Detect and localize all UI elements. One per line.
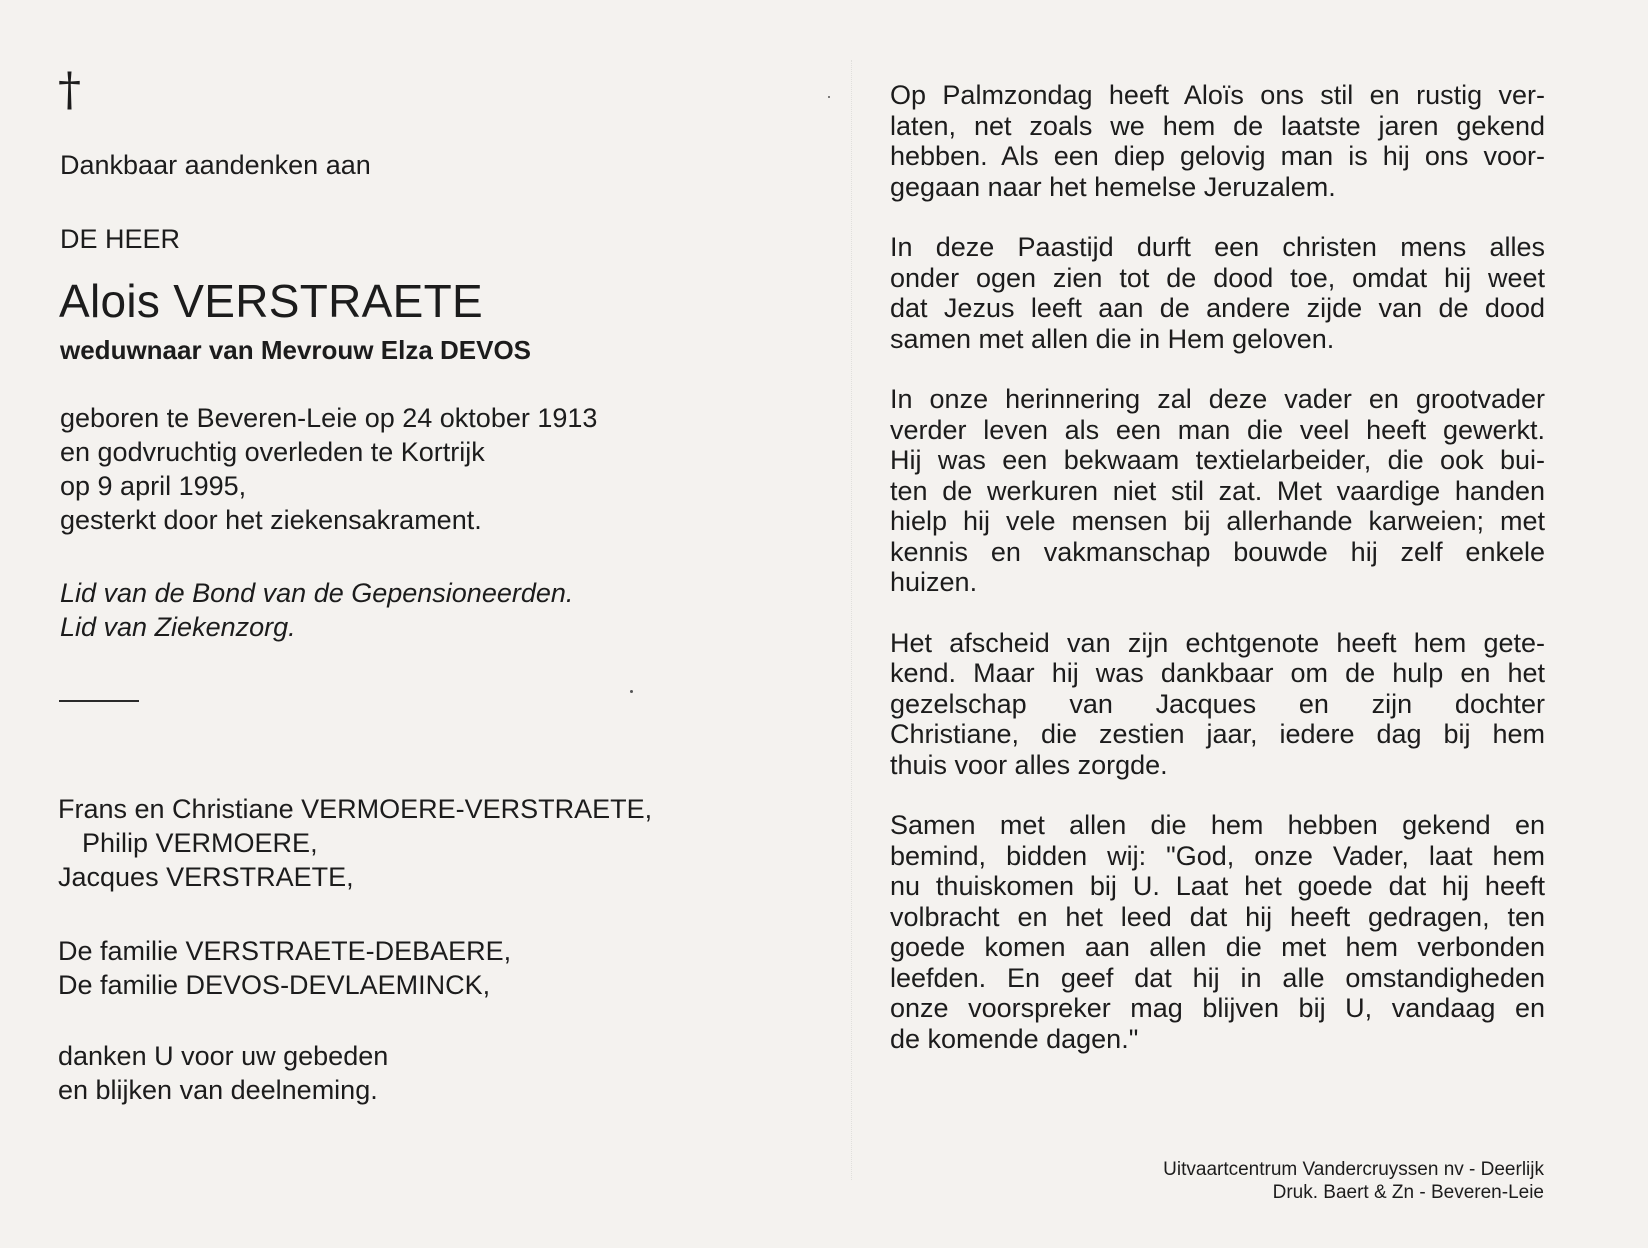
thanks-line: en blijken van deelneming. [58,1075,378,1105]
family-line: Jacques VERSTRAETE, [58,862,354,892]
birth-line: geboren te Beveren-Leie op 24 oktober 1913 [60,403,598,433]
death-date-line: op 9 april 1995, [60,471,247,501]
text-line: onder ogen zien tot de dood toe, omdat hij weet [890,262,1545,293]
tribute-paragraph [890,80,1545,202]
text-line: Hij was een bekwaam textielarbeider, die ook bui- [890,445,1545,475]
widower-line: weduwnaar van Mevrouw Elza DEVOS [60,335,532,365]
text-line: gezelschap van Jacques en zijn dochter [890,688,1545,719]
tribute-paragraph [890,628,1545,781]
text-line: volbracht en het leed dat hij heeft gedragen, ten [890,901,1545,932]
birth-death-info [60,401,597,537]
death-line: en godvruchtig overleden te Kortrijk [60,437,485,467]
funeral-home-credit: Uitvaartcentrum Vandercruyssen nv - Deerlijk [1163,1159,1544,1180]
text-line: huizen. [890,567,978,597]
text-line: gegaan naar het hemelse Jeruzalem. [890,171,1336,202]
deceased-name: Alois VERSTRAETE [59,275,484,327]
intro-text: Dankbaar aandenken aan [60,150,371,180]
family-line: Philip VERMOERE, [82,828,318,858]
salutation: DE HEER [60,224,181,254]
paper-speck [828,96,830,98]
membership-line: Lid van de Bond van de Gepensioneerden. [60,578,574,608]
card-fold [851,60,853,1180]
printer-credit: Druk. Baert & Zn - Beveren-Leie [1272,1182,1544,1203]
text-line: verder leven als een man die veel heeft gewerkt. [890,414,1545,445]
text-line: Christiane, die zestien jaar, iedere dag bij hem [890,719,1545,749]
text-line: hebben. Als een diep gelovig man is hij ons voor- [890,141,1545,171]
printer-credits [1163,1158,1544,1204]
membership-line: Lid van Ziekenzorg. [60,612,296,642]
extended-family-list [58,934,511,1002]
family-line: Frans en Christiane VERMOERE-VERSTRAETE, [58,794,653,824]
sacrament-line: gesterkt door het ziekensakrament. [60,505,482,535]
text-line: leefden. En geef dat hij in alle omstandigheden [890,962,1545,993]
text-line: onze voorspreker mag blijven bij U, vandaag en [890,993,1545,1023]
tribute-paragraph [890,810,1545,1054]
family-list [58,792,652,894]
text-line: Op Palmzondag heeft Aloïs ons stil en rustig ver- [890,80,1545,110]
family-line: De familie DEVOS-DEVLAEMINCK, [58,970,491,1000]
text-line: de komende dagen." [890,1023,1139,1054]
membership-info [60,576,573,644]
paper-speck [630,690,633,693]
thanks-line: danken U voor uw gebeden [58,1041,389,1071]
text-line: bemind, bidden wij: "God, onze Vader, laat hem [890,840,1545,871]
text-line: nu thuiskomen bij U. Laat het goede dat hij heeft [890,871,1545,901]
text-line: samen met allen die in Hem geloven. [890,323,1335,354]
text-line: kend. Maar hij was dankbaar om de hulp en het [890,658,1545,688]
divider [59,700,139,702]
text-line: laten, net zoals we hem de laatste jaren gekend [890,110,1545,141]
text-line: thuis voor alles zorgde. [890,749,1168,780]
text-line: In onze herinnering zal deze vader en grootvader [890,384,1545,414]
tribute-text [890,80,1545,1084]
text-line: In deze Paastijd durft een christen mens alles [890,232,1545,262]
text-line: dat Jezus leeft aan de andere zijde van de dood [890,293,1545,323]
cross-icon: † [58,62,81,116]
tribute-paragraph [890,384,1545,598]
text-line: ten de werkuren niet stil zat. Met vaardige handen [890,475,1545,506]
tribute-paragraph [890,232,1545,354]
text-line: Het afscheid van zijn echtgenote heeft hem gete- [890,627,1545,658]
text-line: goede komen aan allen die met hem verbonden [890,932,1545,962]
family-line: De familie VERSTRAETE-DEBAERE, [58,936,512,966]
text-line: hielp hij vele mensen bij allerhande karweien; met [890,506,1545,536]
text-line: Samen met allen die hem hebben gekend en [890,810,1545,840]
text-line: kennis en vakmanschap bouwde hij zelf enkele [890,536,1545,567]
thanks-text [58,1039,388,1107]
